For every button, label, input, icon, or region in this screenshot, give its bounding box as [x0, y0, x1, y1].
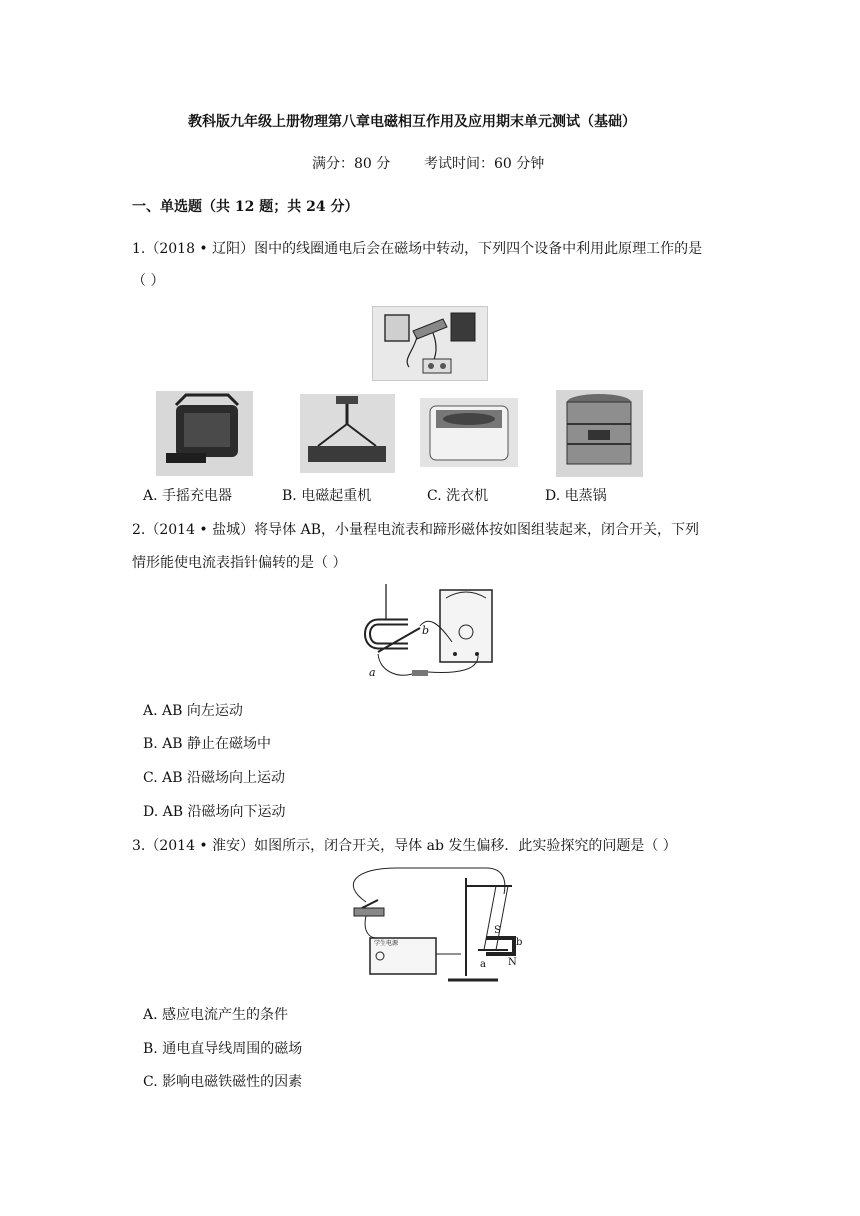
q2-fig-label-a: a — [369, 666, 376, 679]
q3-stem-line1: 3.（2014 • 淮安）如图所示，闭合开关，导体 ab 发生偏移．此实验探究的问题是（ ） — [132, 838, 677, 854]
q3-option-a[interactable]: A. 感应电流产生的条件 — [143, 1007, 289, 1023]
q1-coil-figure — [372, 306, 488, 381]
q3-fig-label-b: b — [516, 937, 523, 948]
q1-option-a[interactable]: A. 手摇充电器 — [143, 488, 233, 504]
q2-option-b[interactable]: B. AB 静止在磁场中 — [143, 736, 272, 752]
option-b-image-electromagnetic-crane — [300, 394, 395, 473]
q2-stem-line1: 2.（2014 • 盐城）将导体 AB，小量程电流表和蹄形磁体按如图组装起来，闭合开关，下列 — [132, 522, 699, 538]
q2-fig-label-b: b — [422, 624, 430, 637]
q2-stem-line2: 情形能使电流表指针偏转的是（ ） — [132, 555, 347, 571]
q1-option-d[interactable]: D. 电蒸锅 — [545, 488, 607, 504]
q1-stem-line2: （ ） — [132, 273, 165, 289]
exam-time: 考试时间：60 分钟 — [424, 156, 545, 172]
q1-stem-line1: 1.（2018 • 辽阳）图中的线圈通电后会在磁场中转动，下列四个设备中利用此原理工作的是 — [132, 241, 703, 257]
q3-fig-label-n: N — [508, 957, 517, 968]
q3-apparatus-figure — [336, 864, 534, 992]
q3-option-c[interactable]: C. 影响电磁铁磁性的因素 — [143, 1074, 303, 1090]
page-title: 教科版九年级上册物理第八章电磁相互作用及应用期末单元测试（基础） — [188, 114, 636, 130]
q2-circuit-figure — [358, 582, 506, 680]
q2-option-c[interactable]: C. AB 沿磁场向上运动 — [143, 770, 285, 786]
q3-fig-label-s: S — [494, 925, 501, 936]
q3-fig-box-label: 学生电源 — [374, 940, 399, 947]
q1-option-c[interactable]: C. 洗衣机 — [427, 488, 489, 504]
section-heading: 一、单选题（共 12 题；共 24 分） — [132, 199, 359, 215]
option-d-image-electric-steamer — [556, 390, 643, 477]
q3-fig-label-a: a — [480, 959, 486, 970]
q2-option-d[interactable]: D. AB 沿磁场向下运动 — [143, 804, 286, 820]
option-a-image-hand-crank-charger — [156, 391, 253, 476]
q1-option-b[interactable]: B. 电磁起重机 — [282, 488, 372, 504]
full-score: 满分：80 分 — [312, 156, 391, 172]
option-c-image-washing-machine — [420, 398, 518, 467]
q2-option-a[interactable]: A. AB 向左运动 — [143, 703, 243, 719]
q3-option-b[interactable]: B. 通电直导线周围的磁场 — [143, 1041, 303, 1057]
